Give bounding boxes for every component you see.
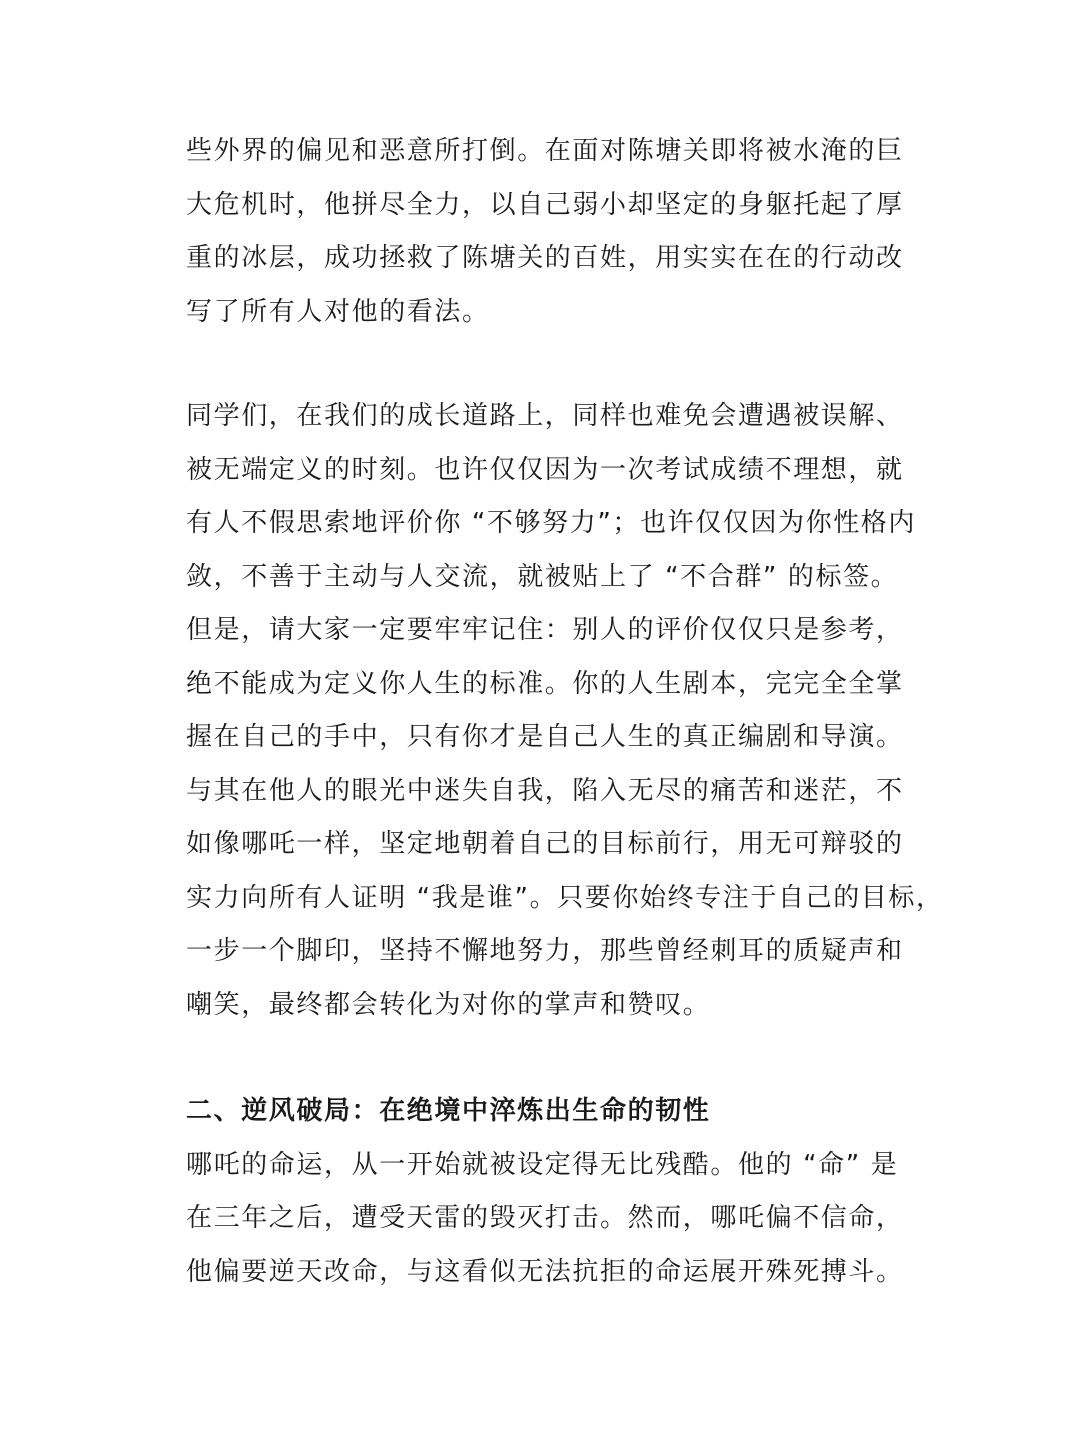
paragraph-2-line-8: 与其在他人的眼光中迷失自我，陷入无尽的痛苦和迷茫，不	[186, 775, 904, 806]
paragraph-2-line-6: 绝不能成为定义你人生的标准。你的人生剧本，完完全全掌	[186, 668, 904, 699]
paragraph-2-line-2: 被无端定义的时刻。也许仅仅因为一次考试成绩不理想，就	[186, 454, 904, 485]
paragraph-2-line-11: 一步一个脚印，坚持不懈地努力，那些曾经刺耳的质疑声和	[186, 936, 904, 966]
section-2	[186, 1085, 926, 1299]
paragraph-2-line-5: 但是，请大家一定要牢牢记住：别人的评价仅仅只是参考，	[186, 615, 904, 645]
paragraph-2	[186, 390, 944, 1032]
paragraph-2-line-3: 有人不假思索地评价你 “不够努力”；也许仅仅因为你性格内	[186, 508, 917, 538]
paragraph-1-line-4: 写了所有人对他的看法。	[186, 296, 490, 327]
paragraph-2-line-7: 握在自己的手中，只有你才是自己人生的真正编剧和导演。	[186, 722, 904, 752]
paragraph-2-line-12: 嘲笑，最终都会转化为对你的掌声和赞叹。	[186, 989, 711, 1020]
paragraph-1-line-1: 些外界的偏见和恶意所打倒。在面对陈塘关即将被水淹的巨	[186, 136, 904, 166]
paragraph-2-line-1: 同学们，在我们的成长道路上，同样也难免会遭遇被误解、	[186, 401, 904, 431]
paragraph-1-line-2: 大危机时，他拼尽全力，以自己弱小却坚定的身躯托起了厚	[186, 189, 904, 220]
section-2-line-1: 哪吒的命运，从一开始就被设定得无比残酷。他的 “命” 是	[186, 1149, 899, 1180]
section-2-line-3: 他偏要逆天改命，与这看似无法抗拒的命运展开殊死搏斗。	[186, 1256, 904, 1287]
paragraph-2-line-9: 如像哪吒一样，坚定地朝着自己的目标前行，用无可辩驳的	[186, 829, 904, 859]
section-heading: 二、逆风破局：在绝境中淬炼出生命的韧性	[186, 1096, 711, 1126]
section-2-line-2: 在三年之后，遭受天雷的毁灭打击。然而，哪吒偏不信命，	[186, 1203, 904, 1233]
paragraph-1-line-3: 重的冰层，成功拯救了陈塘关的百姓，用实实在在的行动改	[186, 243, 904, 273]
paragraph-2-line-10: 实力向所有人证明 “我是谁”。只要你始终专注于自己的目标，	[186, 882, 944, 913]
paragraph-1	[186, 125, 926, 339]
paragraph-2-line-4: 敛，不善于主动与人交流，就被贴上了 “不合群” 的标签。	[186, 561, 899, 592]
